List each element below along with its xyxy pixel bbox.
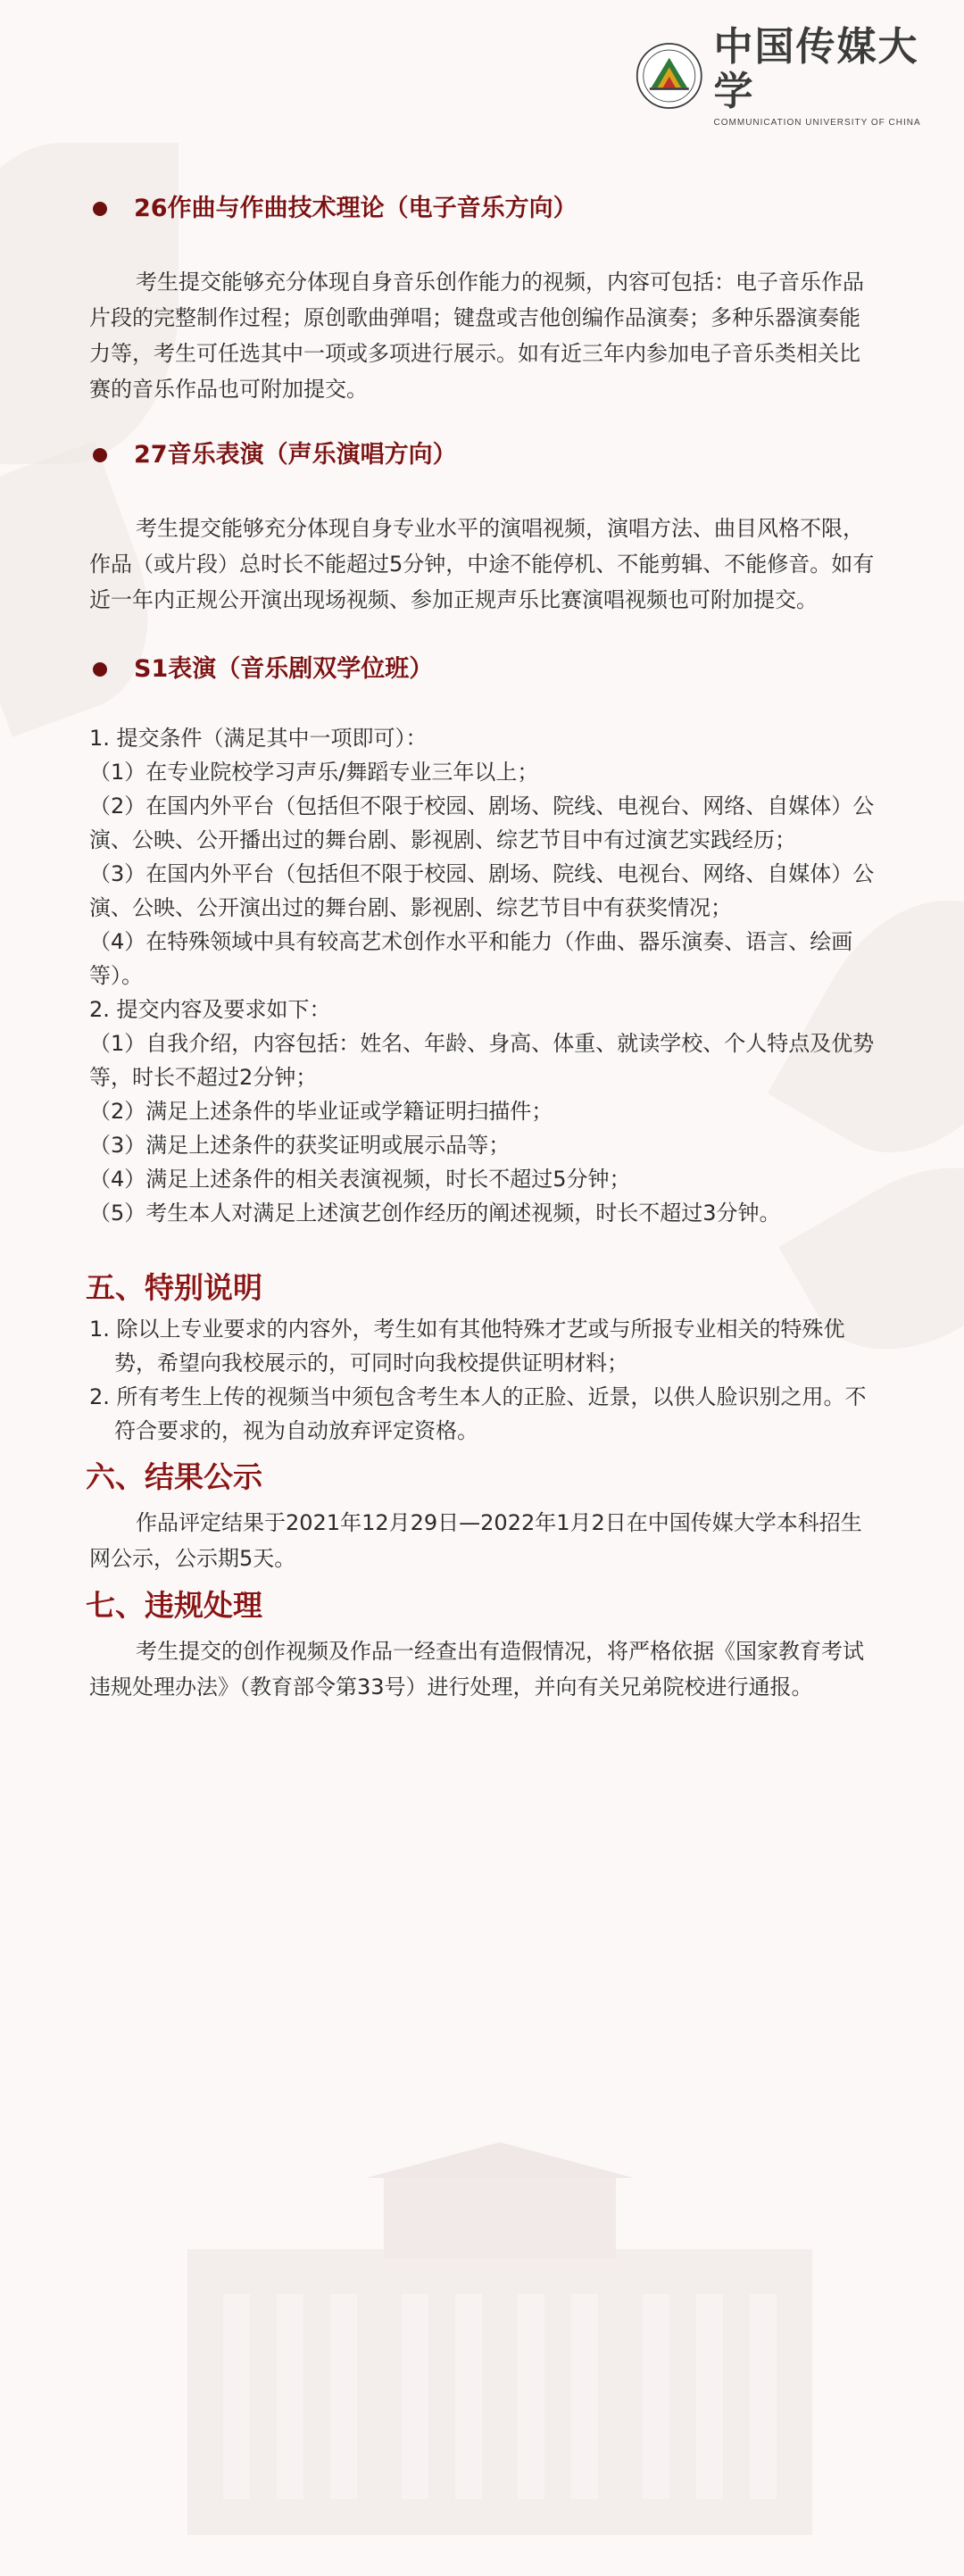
logo-chinese-name: 中国传媒大学	[713, 23, 919, 114]
s1-requirement-item: （2）满足上述条件的毕业证或学籍证明扫描件；	[89, 1099, 553, 1124]
bullet-dot-icon	[93, 662, 107, 677]
s1-condition-item: （4）在特殊领域中具有较高艺术创作水平和能力（作曲、器乐演奏、语言、绘画等）。	[89, 929, 853, 988]
main-content	[86, 179, 875, 1705]
s1-requirement-item: （4）满足上述条件的相关表演视频，时长不超过5分钟；	[89, 1167, 631, 1192]
university-seal-icon	[636, 37, 703, 114]
university-logo	[636, 23, 930, 128]
item-27-heading	[89, 437, 875, 473]
s1-condition-item: （2）在国内外平台（包括但不限于校园、剧场、院线、电视台、网络、自媒体）公演、公映、公开播出过的舞台剧、影视剧、综艺节目中有过演艺实践经历；	[89, 794, 875, 852]
section-6-body: 作品评定结果于2021年12月29日—2022年1月2日在中国传媒大学本科招生网公示，公示期5天。	[89, 1510, 862, 1571]
s1-condition-item: （3）在国内外平台（包括但不限于校园、剧场、院线、电视台、网络、自媒体）公演、公映、公开演出过的舞台剧、影视剧、综艺节目中有获奖情况；	[89, 861, 875, 920]
item-27-body: 考生提交能够充分体现自身专业水平的演唱视频，演唱方法、曲目风格不限，作品（或片段）总时长不能超过5分钟，中途不能停机、不能剪辑、不能修音。如有近一年内正规公开演出现场视频、参加正规声乐比赛演唱视频也可附加提交。	[89, 516, 875, 612]
section-5-title: 五、特别说明	[86, 1270, 262, 1305]
item-26-heading	[89, 191, 875, 227]
s1-conditions-title: 1. 提交条件（满足其中一项即可）：	[89, 726, 428, 751]
item-s1-title: S1表演（音乐剧双学位班）	[134, 655, 434, 683]
bullet-dot-icon	[93, 202, 107, 216]
s1-conditions	[89, 721, 875, 1230]
bullet-dot-icon	[93, 448, 107, 462]
s1-requirements-title: 2. 提交内容及要求如下：	[89, 997, 331, 1022]
s1-requirement-item: （5）考生本人对满足上述演艺创作经历的阐述视频，时长不超过3分钟。	[89, 1201, 781, 1226]
section-6-title: 六、结果公示	[86, 1459, 262, 1494]
building-silhouette-decoration	[187, 2142, 812, 2535]
section-5-item: 1. 除以上专业要求的内容外，考生如有其他特殊才艺或与所报专业相关的特殊优势，希望向我校展示的，可同时向我校提供证明材料；	[89, 1317, 845, 1375]
section-7-body: 考生提交的创作视频及作品一经查出有造假情况，将严格依据《国家教育考试违规处理办法》（教育部令第33号）进行处理，并向有关兄弟院校进行通报。	[89, 1639, 864, 1699]
section-7-title: 七、违规处理	[86, 1588, 262, 1623]
s1-condition-item: （1）在专业院校学习声乐/舞蹈专业三年以上；	[89, 760, 539, 785]
logo-text-block	[714, 25, 930, 128]
item-27-title: 27音乐表演（声乐演唱方向）	[134, 441, 457, 469]
item-26-title: 26作曲与作曲技术理论（电子音乐方向）	[134, 195, 578, 222]
logo-english-name: COMMUNICATION UNIVERSITY OF CHINA	[713, 117, 921, 128]
s1-requirement-item: （3）满足上述条件的获奖证明或展示品等；	[89, 1133, 511, 1158]
item-s1-heading	[89, 652, 875, 687]
s1-requirement-item: （1）自我介绍，内容包括：姓名、年龄、身高、体重、就读学校、个人特点及优势等，时长不超过2分钟；	[89, 1031, 875, 1090]
item-26-body: 考生提交能够充分体现自身音乐创作能力的视频，内容可包括：电子音乐作品片段的完整制作过程；原创歌曲弹唱；键盘或吉他创编作品演奏；多种乐器演奏能力等，考生可任选其中一项或多项进行展示。如有近三年内参加电子音乐类相关比赛的音乐作品也可附加提交。	[89, 270, 864, 402]
section-5-item: 2. 所有考生上传的视频当中须包含考生本人的正脸、近景，以供人脸识别之用。不符合要求的，视为自动放弃评定资格。	[89, 1384, 867, 1443]
